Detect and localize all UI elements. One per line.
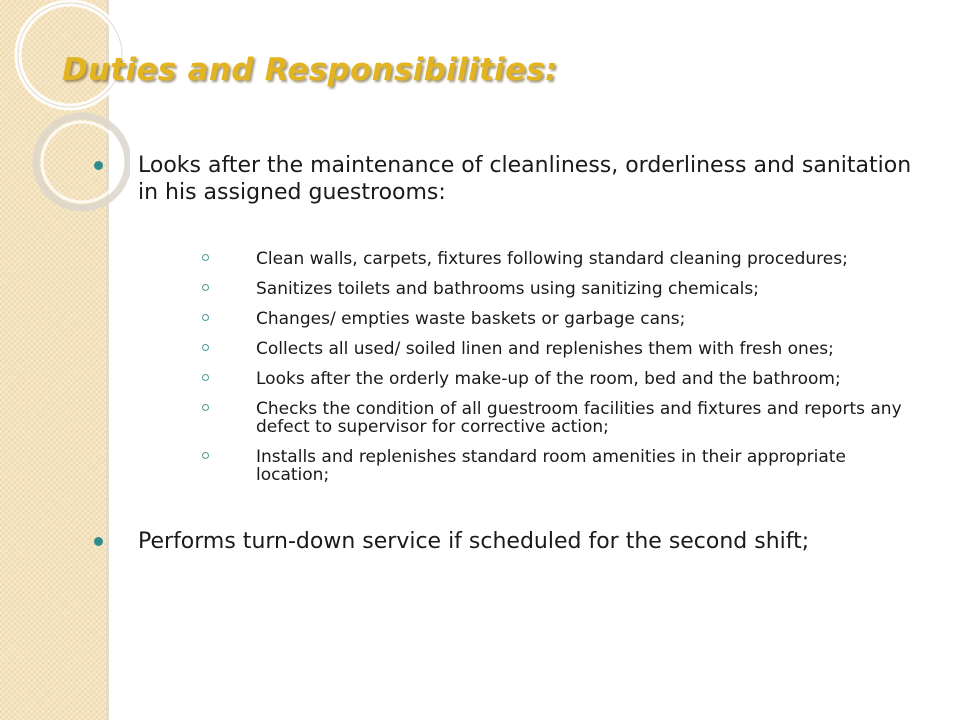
sub-bullet-item: [92, 280, 922, 298]
sub-bullet-item: [92, 310, 922, 328]
sub-bullet-ring-icon: [202, 452, 209, 459]
sub-bullet-item: [92, 340, 922, 358]
sub-bullet-item: [92, 370, 922, 388]
slide-title: Duties and Responsibilities:: [62, 52, 558, 88]
sub-bullet-text: Changes/ empties waste baskets or garbage cans;: [256, 309, 686, 329]
sub-bullet-text: Installs and replenishes standard room amenities in their appropriate location;: [256, 447, 846, 485]
bullet-text: Looks after the maintenance of cleanliness, orderliness and sanitation in his assigned guestrooms:: [138, 153, 912, 205]
sub-bullet-list: [92, 250, 922, 484]
bullet-dot-icon: [94, 161, 103, 170]
sub-bullet-ring-icon: [202, 374, 209, 381]
sub-bullet-ring-icon: [202, 404, 209, 411]
bullet-item-turndown: [92, 528, 922, 555]
bullet-item-cleanliness: [92, 152, 922, 206]
sub-bullet-text: Looks after the orderly make-up of the room, bed and the bathroom;: [256, 369, 841, 389]
sub-bullet-item: [92, 448, 922, 484]
bullet-text: Performs turn-down service if scheduled for the second shift;: [138, 529, 810, 554]
slide-content: [92, 152, 922, 555]
sub-bullet-text: Collects all used/ soiled linen and replenishes them with fresh ones;: [256, 339, 834, 359]
sub-bullet-item: [92, 400, 922, 436]
sub-bullet-ring-icon: [202, 284, 209, 291]
sub-bullet-ring-icon: [202, 344, 209, 351]
sub-bullet-ring-icon: [202, 314, 209, 321]
sub-bullet-text: Sanitizes toilets and bathrooms using sanitizing chemicals;: [256, 279, 759, 299]
sub-bullet-item: [92, 250, 922, 268]
sub-bullet-text: Checks the condition of all guestroom facilities and fixtures and reports any defect to supervisor for corrective action;: [256, 399, 902, 437]
sub-bullet-ring-icon: [202, 254, 209, 261]
bullet-dot-icon: [94, 537, 103, 546]
sub-bullet-text: Clean walls, carpets, fixtures following standard cleaning procedures;: [256, 249, 848, 269]
